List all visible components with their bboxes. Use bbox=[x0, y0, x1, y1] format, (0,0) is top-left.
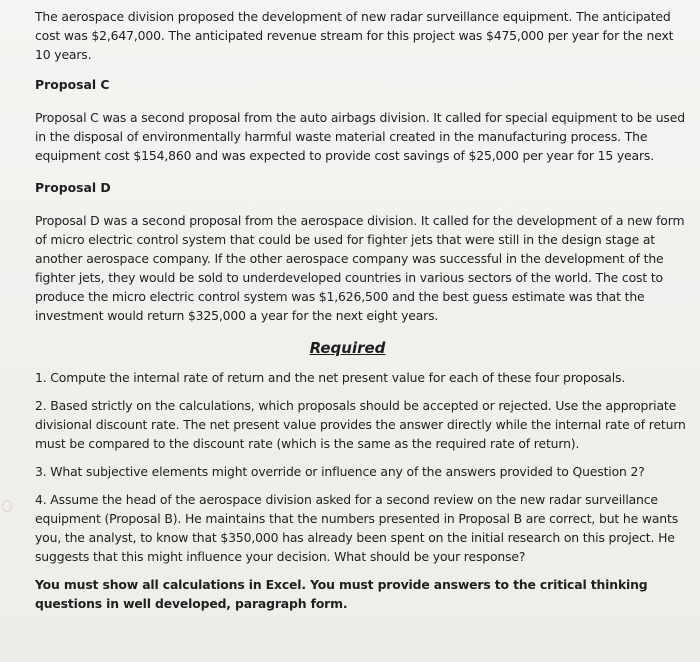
question-2: 2. Based strictly on the calculations, which proposals should be accepted or rejected. Use the appropriate divisional discount rate. The net present value provides the answer directly while the internal rate of return must be compared to the discount rate (which is the same as the required rate of return). bbox=[35, 398, 686, 451]
required-title: Required bbox=[309, 339, 386, 357]
closing-instructions: You must show all calculations in Excel. You must provide answers to the critical thinking questions in well developed, paragraph form. bbox=[35, 577, 648, 611]
proposal-d-heading: Proposal D bbox=[35, 180, 111, 195]
proposal-c-body: Proposal C was a second proposal from the auto airbags division. It called for special equipment to be used in the disposal of environmentally harmful waste material created in the manufacturing process. The equipment cost $154,860 and was expected to provide cost savings of $25,000 per year for 15 years. bbox=[35, 110, 685, 163]
question-1: 1. Compute the internal rate of return and the net present value for each of these four proposals. bbox=[35, 370, 626, 385]
proposal-d-body: Proposal D was a second proposal from the aerospace division. It called for the development of a new form of micro electric control system that could be used for fighter jets that were still in the design stage at another aerospace company. If the other aerospace company was successful in the development of the fighter jets, they would be sold to underdeveloped countries in various sectors of the world. The cost to produce the micro electric control system was $1,626,500 and the best guess estimate was that the investment would return $325,000 a year for the next eight years. bbox=[35, 213, 685, 323]
proposal-c-heading: Proposal C bbox=[35, 77, 110, 92]
question-list bbox=[35, 368, 690, 566]
question-3: 3. What subjective elements might override or influence any of the answers provided to Question 2? bbox=[35, 464, 645, 479]
page-edge-mark bbox=[2, 500, 12, 512]
intro-paragraph: The aerospace division proposed the development of new radar surveillance equipment. The anticipated cost was $2,647,000. The anticipated revenue stream for this project was $475,000 per year for the next 10 years. bbox=[35, 9, 674, 62]
question-4: 4. Assume the head of the aerospace division asked for a second review on the new radar surveillance equipment (Proposal B). He maintains that the numbers presented in Proposal B are correct, but he wants you, the analyst, to know that $350,000 has already been spent on the initial research on this project. He suggests that this might influence your decision. What should be your response? bbox=[35, 492, 679, 564]
